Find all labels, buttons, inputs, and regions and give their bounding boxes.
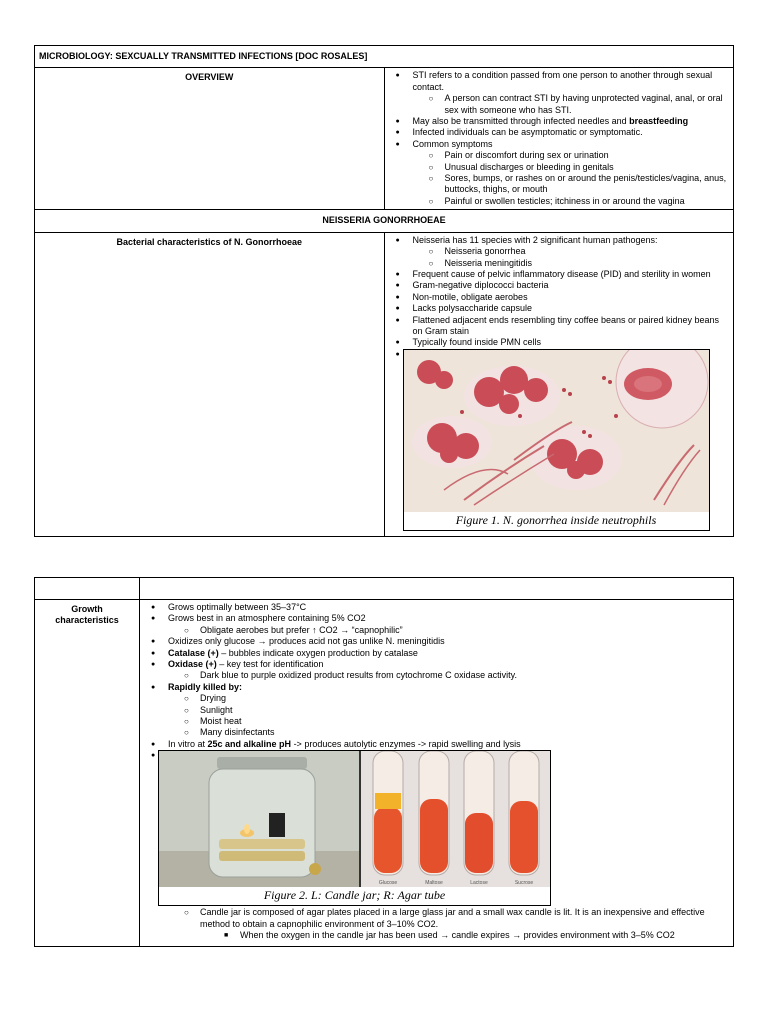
tube-label: Maltose bbox=[425, 880, 443, 887]
list-item: ● Infected individuals can be asymptomatic or symptomatic. bbox=[389, 127, 730, 138]
tube-label: Lactose bbox=[470, 880, 488, 887]
list-item bbox=[144, 648, 729, 659]
list-item: ○ Moist heat bbox=[144, 716, 729, 727]
figure-item bbox=[389, 349, 730, 532]
list-item: ● Oxidizes only glucose → produces acid not gas unlike N. meningitidis bbox=[144, 636, 729, 647]
list-item bbox=[389, 116, 730, 127]
list-item: ○ Obligate aerobes but prefer ↑ CO2 → “capnophilic” bbox=[144, 625, 729, 636]
list-item: ○ Sunlight bbox=[144, 705, 729, 716]
list-item: ○ Candle jar is composed of agar plates placed in a large glass jar and a small wax candle is lit. It is an inexpensive and effective method to obtain a capnophilic environment of 3–10% CO2. bbox=[144, 907, 729, 930]
growth-table bbox=[34, 577, 734, 947]
bold-text: Catalase (+) bbox=[168, 647, 219, 658]
text: -> produces autolytic enzymes -> rapid swelling and lysis bbox=[291, 738, 521, 749]
tube-label: Sucrose bbox=[514, 880, 534, 887]
growth-label: Growth characteristics bbox=[35, 600, 140, 947]
list-item: ○ A person can contract STI by having unprotected vaginal, anal, or oral sex with someone who has STI. bbox=[389, 93, 730, 116]
candle-jar-agar-tube-photo bbox=[159, 751, 550, 887]
list-item bbox=[144, 682, 729, 693]
list-item: ● Typically found inside PMN cells bbox=[389, 337, 730, 348]
symptom-item: ○ Unusual discharges or bleeding in genitals bbox=[389, 162, 730, 173]
bold-text: Rapidly killed by: bbox=[168, 681, 243, 692]
sti-table bbox=[34, 45, 734, 537]
list-item: ● Non-motile, obligate aerobes bbox=[389, 292, 730, 303]
figure-2 bbox=[158, 750, 551, 906]
overview-content bbox=[384, 68, 734, 210]
figure-1 bbox=[403, 349, 710, 531]
list-item: ○ Dark blue to purple oxidized product results from cytochrome C oxidase activity. bbox=[144, 670, 729, 681]
list-item: ● Frequent cause of pelvic inflammatory disease (PID) and sterility in women bbox=[389, 269, 730, 280]
text: – bubbles indicate oxygen production by catalase bbox=[218, 647, 418, 658]
text: May also be transmitted through infected needles and bbox=[412, 116, 630, 127]
empty-header-cell bbox=[140, 578, 734, 600]
list-item: ● STI refers to a condition passed from one person to another through sexual contact. bbox=[389, 70, 730, 93]
text: – key test for identification bbox=[216, 659, 324, 670]
neutrophil-micrograph bbox=[404, 350, 709, 512]
list-item: ○ Drying bbox=[144, 693, 729, 704]
symptom-item: ○ Sores, bumps, or rashes on or around the penis/testicles/vagina, anus, buttocks, thighs, or mouth bbox=[389, 173, 730, 196]
text: In vitro at bbox=[168, 738, 208, 749]
list-item: ● Common symptoms bbox=[389, 139, 730, 150]
bold-text: breastfeeding bbox=[629, 116, 689, 127]
list-item: ● Grows best in an atmosphere containing 5% CO2 bbox=[144, 613, 729, 624]
list-item: ■ When the oxygen in the candle jar has been used → candle expires → provides environment with 3–5% CO2 bbox=[144, 930, 729, 941]
symptom-item: ○ Pain or discomfort during sex or urination bbox=[389, 150, 730, 161]
list-item: ● Flattened adjacent ends resembling tiny coffee beans or paired kidney beans on Gram stain bbox=[389, 315, 730, 338]
list-item: ○ Neisseria gonorrhea bbox=[389, 246, 730, 257]
bold-text: 25c and alkaline pH bbox=[207, 738, 292, 749]
list-item: ● Gram-negative diplococci bacteria bbox=[389, 280, 730, 291]
section-title: NEISSERIA GONORRHOEAE bbox=[35, 210, 734, 232]
list-item bbox=[144, 739, 729, 750]
list-item: ● Grows optimally between 35–37°C bbox=[144, 602, 729, 613]
list-item: ○ Neisseria meningitidis bbox=[389, 258, 730, 269]
overview-label: OVERVIEW bbox=[35, 68, 385, 210]
empty-header-cell bbox=[35, 578, 140, 600]
list-item bbox=[144, 659, 729, 670]
tube-label: ● Glucose bbox=[378, 880, 398, 887]
bacterial-content bbox=[384, 232, 734, 536]
figure-item bbox=[144, 750, 729, 907]
bacterial-label: Bacterial characteristics of N. Gonorrhoeae bbox=[35, 232, 385, 536]
document-header: MICROBIOLOGY: SEXCUALLY TRANSMITTED INFECTIONS [DOC ROSALES] bbox=[35, 46, 734, 68]
bold-text: Oxidase (+) bbox=[168, 659, 217, 670]
list-item: ● Lacks polysaccharide capsule bbox=[389, 303, 730, 314]
list-item: ○ Many disinfectants bbox=[144, 727, 729, 738]
growth-content bbox=[140, 600, 734, 947]
list-item: ● Neisseria has 11 species with 2 significant human pathogens: bbox=[389, 235, 730, 246]
symptom-item: ○ Painful or swollen testicles; itchiness in or around the vagina bbox=[389, 196, 730, 207]
figure-1-caption: ● Figure 1. N. gonorrhea inside neutrophils bbox=[455, 512, 657, 527]
figure-2-caption: Figure 2. L: Candle jar; R: Agar tube bbox=[263, 888, 446, 903]
